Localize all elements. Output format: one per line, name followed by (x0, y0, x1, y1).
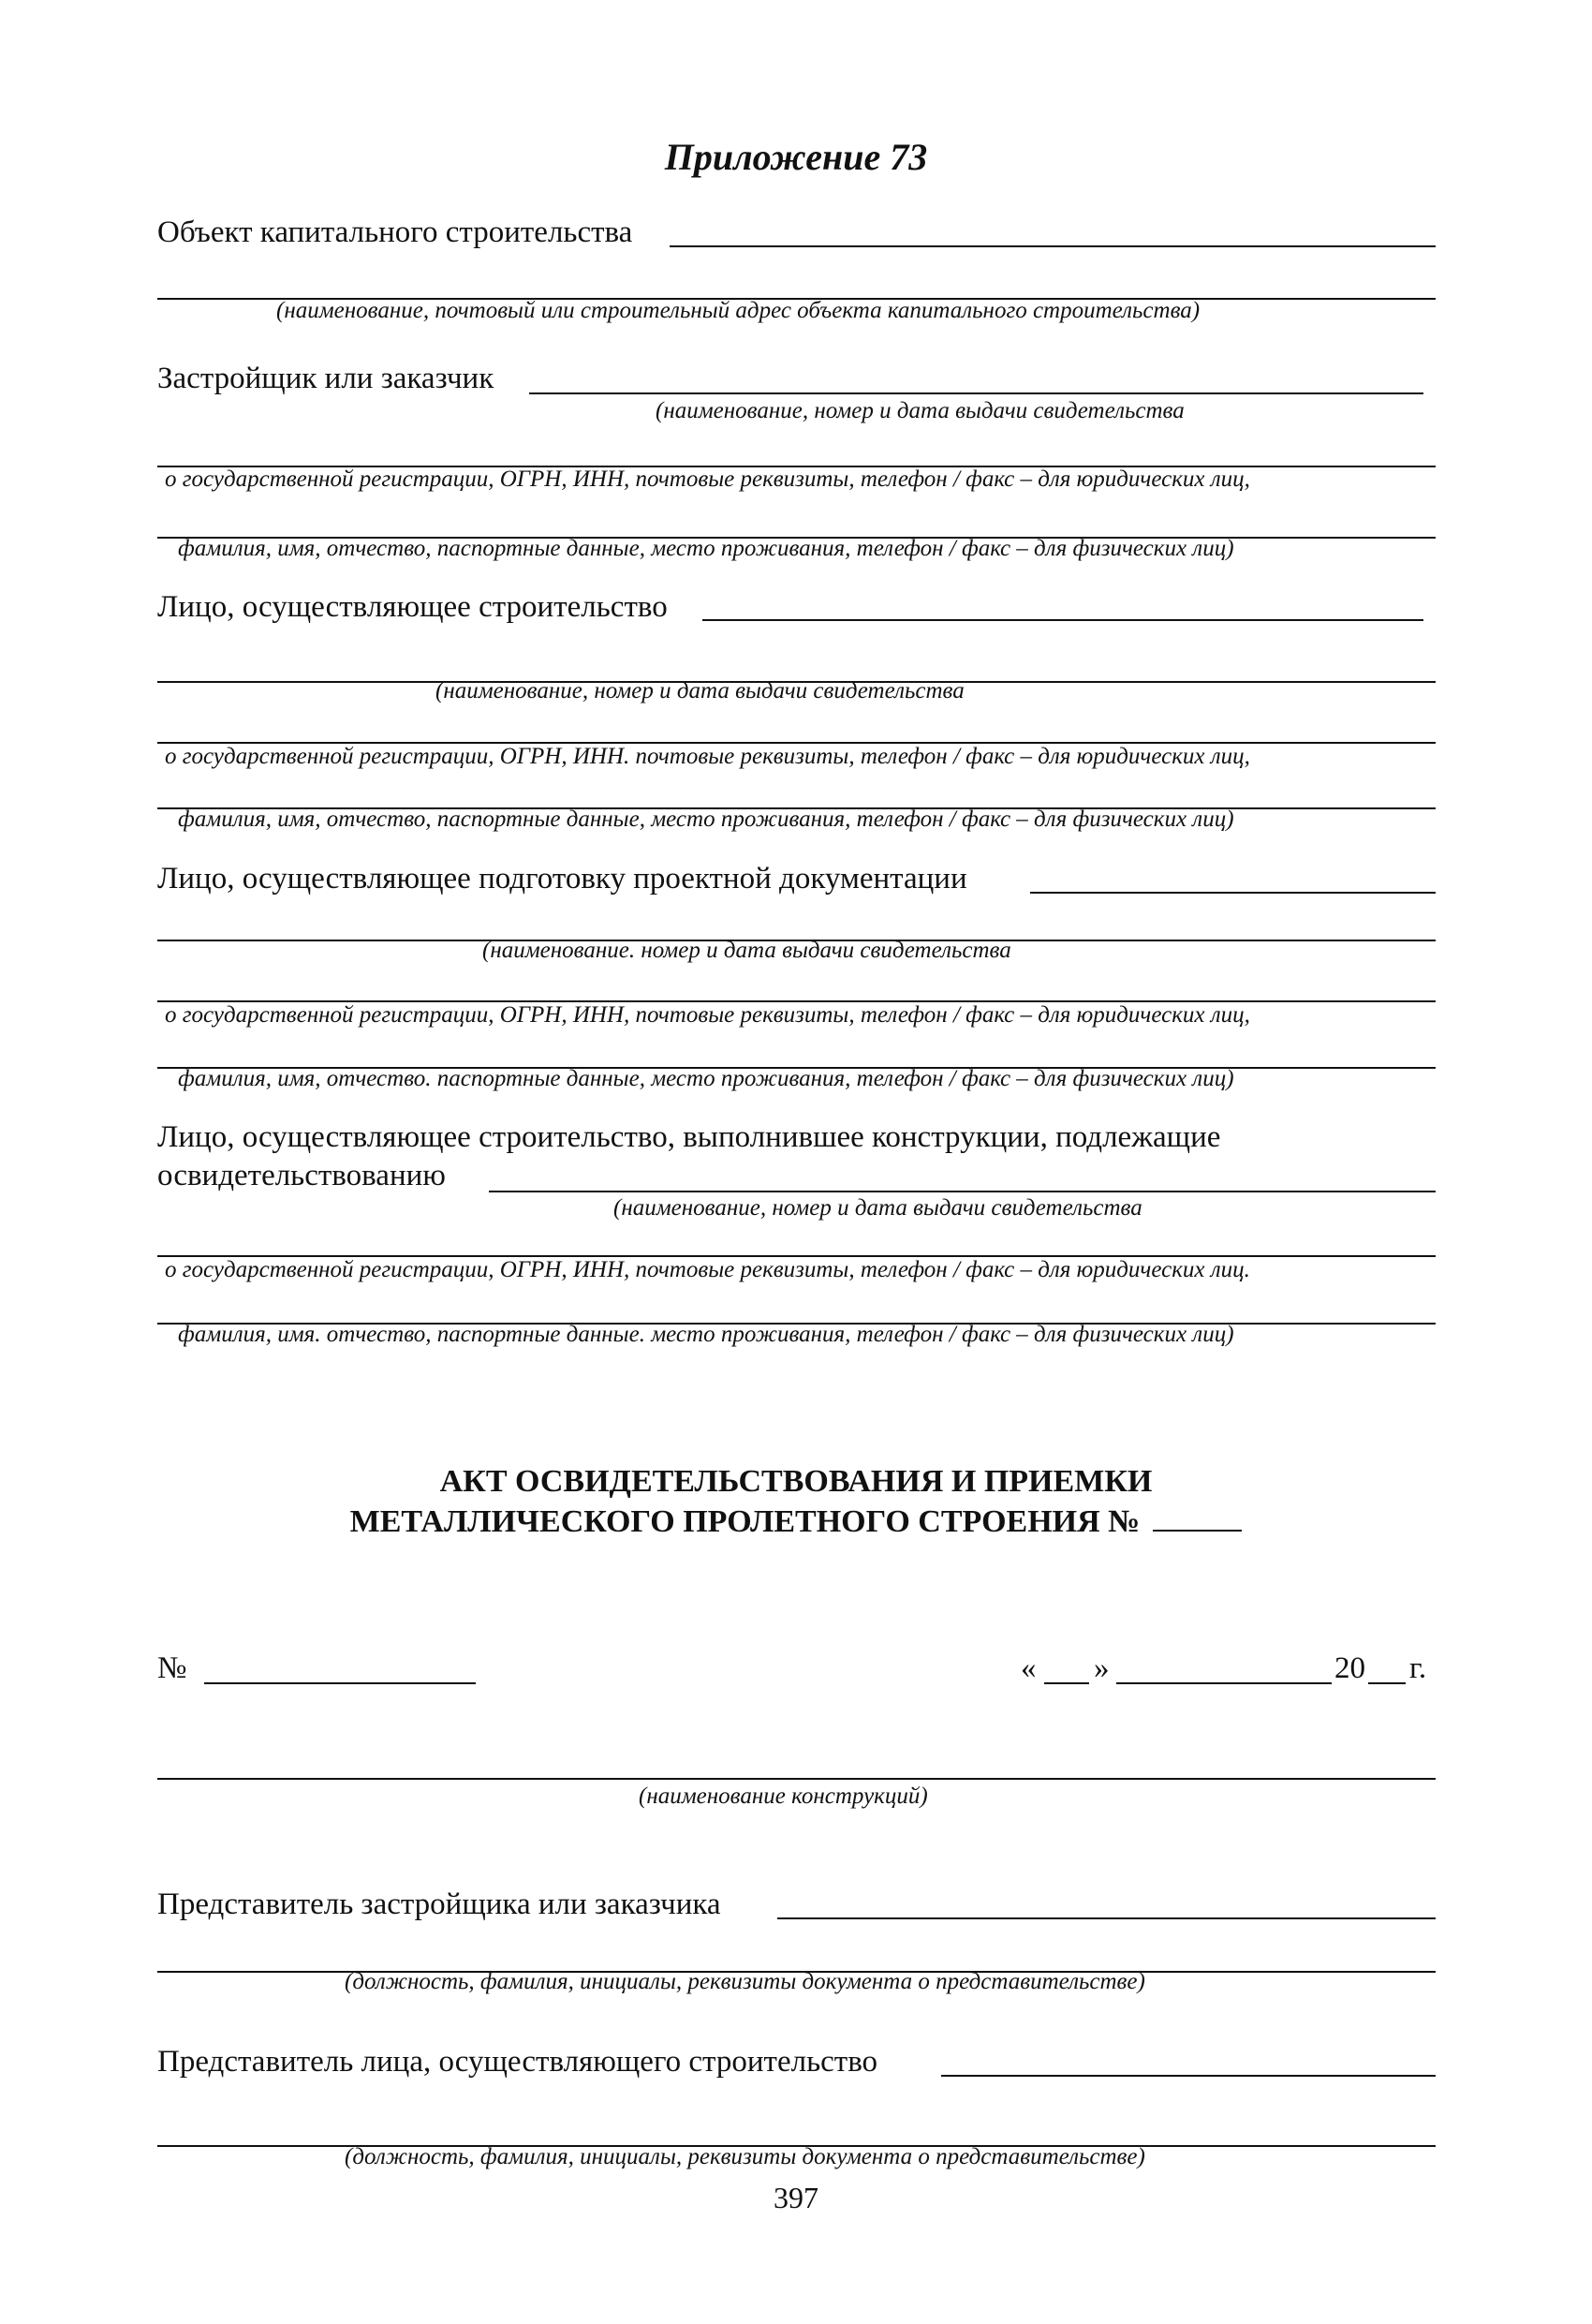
designer-field[interactable] (1030, 892, 1436, 894)
constructions-caption: (наименование конструкций) (639, 1784, 928, 1809)
developer-label: Застройщик или заказчик (157, 362, 494, 395)
designer-caption-3: фамилия, имя, отчество. паспортные данные, место проживания, телефон / факс – для физических лиц) (178, 1066, 1234, 1091)
object-field[interactable] (670, 245, 1436, 247)
customer-representative-field[interactable] (777, 1917, 1436, 1919)
builder-representative-field[interactable] (941, 2075, 1436, 2077)
developer-caption-3: фамилия, имя, отчество, паспортные данные, место проживания, телефон / факс – для физических лиц) (178, 536, 1234, 561)
date-year-suffix: г. (1409, 1651, 1427, 1685)
act-heading-line-2: МЕТАЛЛИЧЕСКОГО ПРОЛЕТНОГО СТРОЕНИЯ № (349, 1504, 1141, 1539)
performer-caption-1: (наименование, номер и дата выдачи свидетельства (613, 1195, 1142, 1221)
builder-representative-label: Представитель лица, осуществляющего строительство (157, 2045, 878, 2079)
performer-label-line-1: Лицо, осуществляющее строительство, выполнившее конструкции, подлежащие (157, 1120, 1221, 1154)
builder-caption-3: фамилия, имя, отчество, паспортные данные, место проживания, телефон / факс – для физических лиц) (178, 807, 1234, 832)
designer-caption-1: (наименование. номер и дата выдачи свидетельства (482, 938, 1011, 963)
act-number-field[interactable] (1153, 1502, 1242, 1532)
developer-caption-1: (наименование, номер и дата выдачи свидетельства (656, 398, 1185, 423)
developer-caption-2: о государственной регистрации, ОГРН, ИНН, почтовые реквизиты, телефон / факс – для юридических лиц, (165, 466, 1250, 492)
builder-label: Лицо, осуществляющее строительство (157, 590, 668, 624)
designer-caption-2: о государственной регистрации, ОГРН, ИНН, почтовые реквизиты, телефон / факс – для юридических лиц, (165, 1002, 1250, 1028)
performer-label-line-2: освидетельствованию (157, 1159, 446, 1192)
date-open-quote: « (1021, 1651, 1037, 1685)
date-month-field[interactable] (1116, 1682, 1332, 1684)
page-number: 397 (774, 2181, 818, 2214)
performer-caption-3: фамилия, имя. отчество, паспортные данные. место проживания, телефон / факс – для физических лиц) (178, 1322, 1234, 1347)
developer-field[interactable] (529, 392, 1423, 394)
object-label: Объект капитального строительства (157, 215, 633, 249)
date-year-field[interactable] (1368, 1682, 1406, 1684)
builder-caption-2: о государственной регистрации, ОГРН, ИНН. почтовые реквизиты, телефон / факс – для юридических лиц, (165, 744, 1250, 769)
performer-caption-2: о государственной регистрации, ОГРН, ИНН, почтовые реквизиты, телефон / факс – для юридических лиц. (165, 1257, 1250, 1282)
date-close-quote: » (1094, 1651, 1110, 1685)
appendix-title: Приложение 73 (664, 136, 928, 178)
act-heading-line-1: АКТ ОСВИДЕТЕЛЬСТВОВАНИЯ И ПРИЕМКИ (439, 1464, 1153, 1499)
customer-representative-caption: (должность, фамилия, инициалы, реквизиты документа о представительстве) (345, 1969, 1145, 1994)
builder-caption-1: (наименование, номер и дата выдачи свидетельства (435, 678, 965, 703)
performer-field[interactable] (489, 1191, 1436, 1192)
act-number-sign: № (157, 1651, 187, 1685)
customer-representative-label: Представитель застройщика или заказчика (157, 1887, 721, 1921)
act-registration-number-field[interactable] (204, 1682, 476, 1684)
designer-label: Лицо, осуществляющее подготовку проектной документации (157, 862, 967, 896)
builder-representative-caption: (должность, фамилия, инициалы, реквизиты документа о представительстве) (345, 2144, 1145, 2169)
date-day-field[interactable] (1044, 1682, 1089, 1684)
date-year-prefix: 20 (1334, 1651, 1365, 1685)
constructions-field[interactable] (157, 1778, 1436, 1780)
builder-field[interactable] (702, 619, 1423, 621)
object-caption: (наименование, почтовый или строительный адрес объекта капитального строительства) (276, 298, 1201, 323)
